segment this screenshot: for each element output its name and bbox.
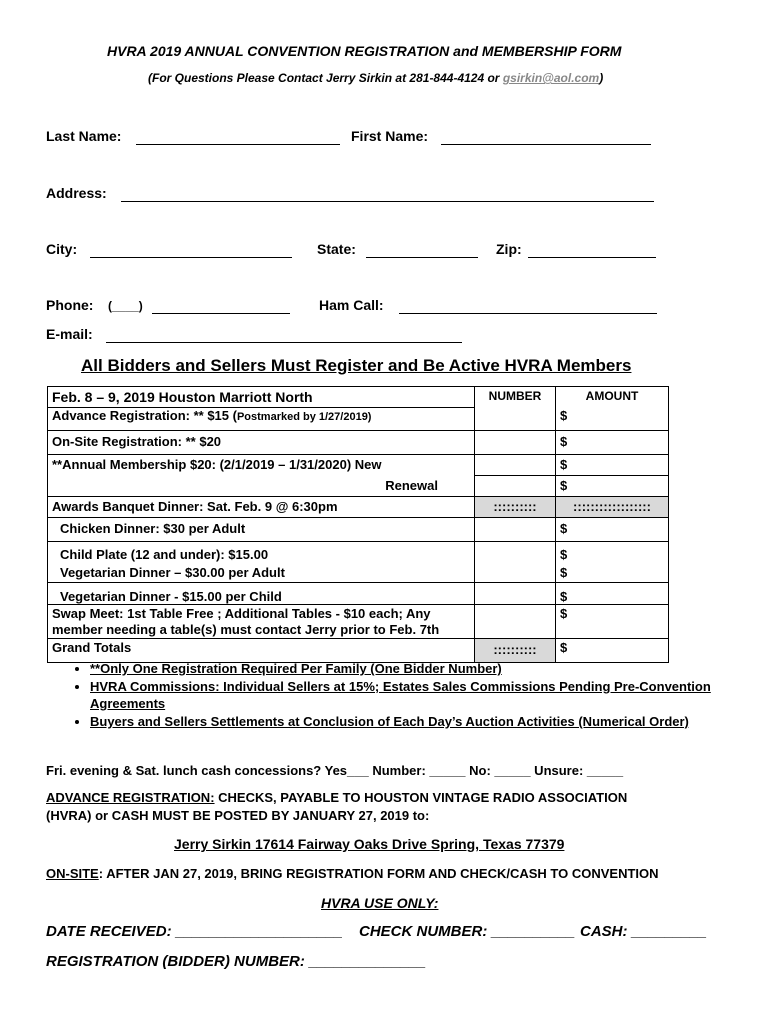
membership-renewal-row: Renewal xyxy=(48,476,475,497)
contact-line xyxy=(148,71,603,85)
grand-totals-row: Grand Totals xyxy=(48,639,475,663)
address-field[interactable] xyxy=(121,187,654,202)
note-item: • **Only One Registration Required Per Family (One Bidder Number) xyxy=(90,660,730,677)
advance-registration-row xyxy=(48,408,475,431)
onsite-amount[interactable]: $ xyxy=(556,431,669,455)
membership-banner: All Bidders and Sellers Must Register and Be Active HVRA Members xyxy=(81,356,632,375)
chicken-dinner-number[interactable] xyxy=(475,518,556,542)
phone-label: Phone: xyxy=(46,297,94,313)
swap-meet-line-2: member needing a table(s) must contact Jerry prior to Feb. 7th xyxy=(52,622,440,637)
last-name-label: Last Name: xyxy=(46,128,122,144)
banquet-row: Awards Banquet Dinner: Sat. Feb. 9 @ 6:30pm xyxy=(48,497,475,518)
advance-registration-heading: ADVANCE REGISTRATION: xyxy=(46,790,215,805)
bidder-number[interactable]: REGISTRATION (BIDDER) NUMBER: ______________ xyxy=(46,953,426,970)
advance-amount[interactable]: $ xyxy=(556,408,669,431)
swap-meet-amount[interactable]: $ xyxy=(556,605,669,639)
onsite-text: : AFTER JAN 27, 2019, BRING REGISTRATION FORM AND CHECK/CASH TO CONVENTION xyxy=(98,866,659,881)
state-label: State: xyxy=(317,241,356,257)
city-label: City: xyxy=(46,241,78,257)
note-item: • Buyers and Sellers Settlements at Conclusion of Each Day’s Auction Activities (Numerical Order) xyxy=(90,713,730,730)
grand-totals-number-shaded: :::::::::: xyxy=(475,639,556,663)
last-name-field[interactable] xyxy=(136,130,340,145)
veg-child-amount[interactable]: $ xyxy=(556,583,669,605)
first-name-label: First Name: xyxy=(351,128,429,144)
advance-registration-note xyxy=(46,790,627,805)
mailing-address: Jerry Sirkin 17614 Fairway Oaks Drive Spring, Texas 77379 xyxy=(174,836,565,852)
chicken-dinner-row: Chicken Dinner: $30 per Adult xyxy=(48,518,475,542)
amount-header: AMOUNT xyxy=(556,387,669,408)
number-header: NUMBER xyxy=(475,387,556,431)
date-received[interactable]: DATE RECEIVED: ____________________ xyxy=(46,923,343,940)
advance-registration-text: CHECKS, PAYABLE TO HOUSTON VINTAGE RADIO ASSOCIATION xyxy=(214,790,628,805)
concessions-line: Fri. evening & Sat. lunch cash concessions? Yes___ Number: _____ No: _____ Unsure: _____ xyxy=(46,763,624,778)
email-field[interactable] xyxy=(106,328,462,343)
event-header: Feb. 8 – 9, 2019 Houston Marriott North xyxy=(48,387,475,408)
email-label: E-mail: xyxy=(46,326,93,342)
child-plate-label: Child Plate (12 and under): $15.00 xyxy=(60,547,269,562)
contact-suffix: ) xyxy=(599,71,604,85)
cash-field[interactable]: CASH: _________ xyxy=(580,923,707,940)
state-field[interactable] xyxy=(366,243,478,258)
form-title: HVRA 2019 ANNUAL CONVENTION REGISTRATION and MEMBERSHIP FORM xyxy=(107,43,622,59)
onsite-note xyxy=(46,866,659,881)
membership-new-row: **Annual Membership $20: (2/1/2019 – 1/31/2020) New xyxy=(48,455,475,476)
chicken-dinner-amount[interactable]: $ xyxy=(556,518,669,542)
membership-renewal-amount[interactable]: $ xyxy=(556,476,669,497)
zip-label: Zip: xyxy=(496,241,522,257)
veg-child-number[interactable] xyxy=(475,583,556,605)
child-plate-amount[interactable]: $ xyxy=(560,547,568,562)
note-item: • HVRA Commissions: Individual Sellers at 15%; Estates Sales Commissions Pending Pre-Convention Agreements xyxy=(90,678,730,712)
contact-email-link[interactable]: gsirkin@aol.com xyxy=(502,71,600,85)
address-label: Address: xyxy=(46,185,107,201)
ham-call-label: Ham Call: xyxy=(319,297,384,313)
onsite-registration-row: On-Site Registration: ** $20 xyxy=(48,431,475,455)
veg-child-row: Vegetarian Dinner - $15.00 per Child xyxy=(48,583,475,605)
grand-totals-amount[interactable]: $ xyxy=(556,639,669,663)
veg-adult-amount[interactable]: $ xyxy=(560,565,568,580)
child-veg-adult-number[interactable] xyxy=(475,542,556,583)
check-number[interactable]: CHECK NUMBER: __________ xyxy=(359,923,575,940)
banquet-amount-shaded: :::::::::::::::::: xyxy=(556,497,669,518)
phone-area-code: (____) xyxy=(108,299,143,313)
swap-meet-row xyxy=(48,605,475,639)
child-veg-adult-row xyxy=(48,542,475,583)
membership-renewal-number[interactable] xyxy=(475,476,556,497)
child-veg-adult-amount[interactable] xyxy=(556,542,669,583)
zip-field[interactable] xyxy=(528,243,656,258)
membership-new-amount[interactable]: $ xyxy=(556,455,669,476)
ham-call-field[interactable] xyxy=(399,299,657,314)
phone-field[interactable] xyxy=(152,299,290,314)
advance-registration-deadline: (HVRA) or CASH MUST BE POSTED BY JANUARY 27, 2019 to: xyxy=(46,808,430,823)
membership-new-number[interactable] xyxy=(475,455,556,476)
banquet-number-shaded: :::::::::: xyxy=(475,497,556,518)
onsite-heading: ON-SITE xyxy=(46,866,99,881)
office-use-title: HVRA USE ONLY: xyxy=(321,895,439,911)
contact-prefix: (For Questions Please Contact Jerry Sirkin at 281-844-4124 or xyxy=(148,71,503,85)
first-name-field[interactable] xyxy=(441,130,651,145)
swap-meet-number[interactable] xyxy=(475,605,556,639)
city-field[interactable] xyxy=(90,243,292,258)
onsite-number[interactable] xyxy=(475,431,556,455)
advance-postmark-note: Postmarked by 1/27/2019) xyxy=(236,411,372,423)
swap-meet-line-1: Swap Meet: 1st Table Free ; Additional Tables - $10 each; Any xyxy=(52,606,431,621)
notes-list xyxy=(48,660,730,731)
registration-table xyxy=(47,386,669,663)
veg-adult-label: Vegetarian Dinner – $30.00 per Adult xyxy=(60,565,285,580)
advance-registration-label: Advance Registration: ** $15 ( xyxy=(52,408,237,423)
